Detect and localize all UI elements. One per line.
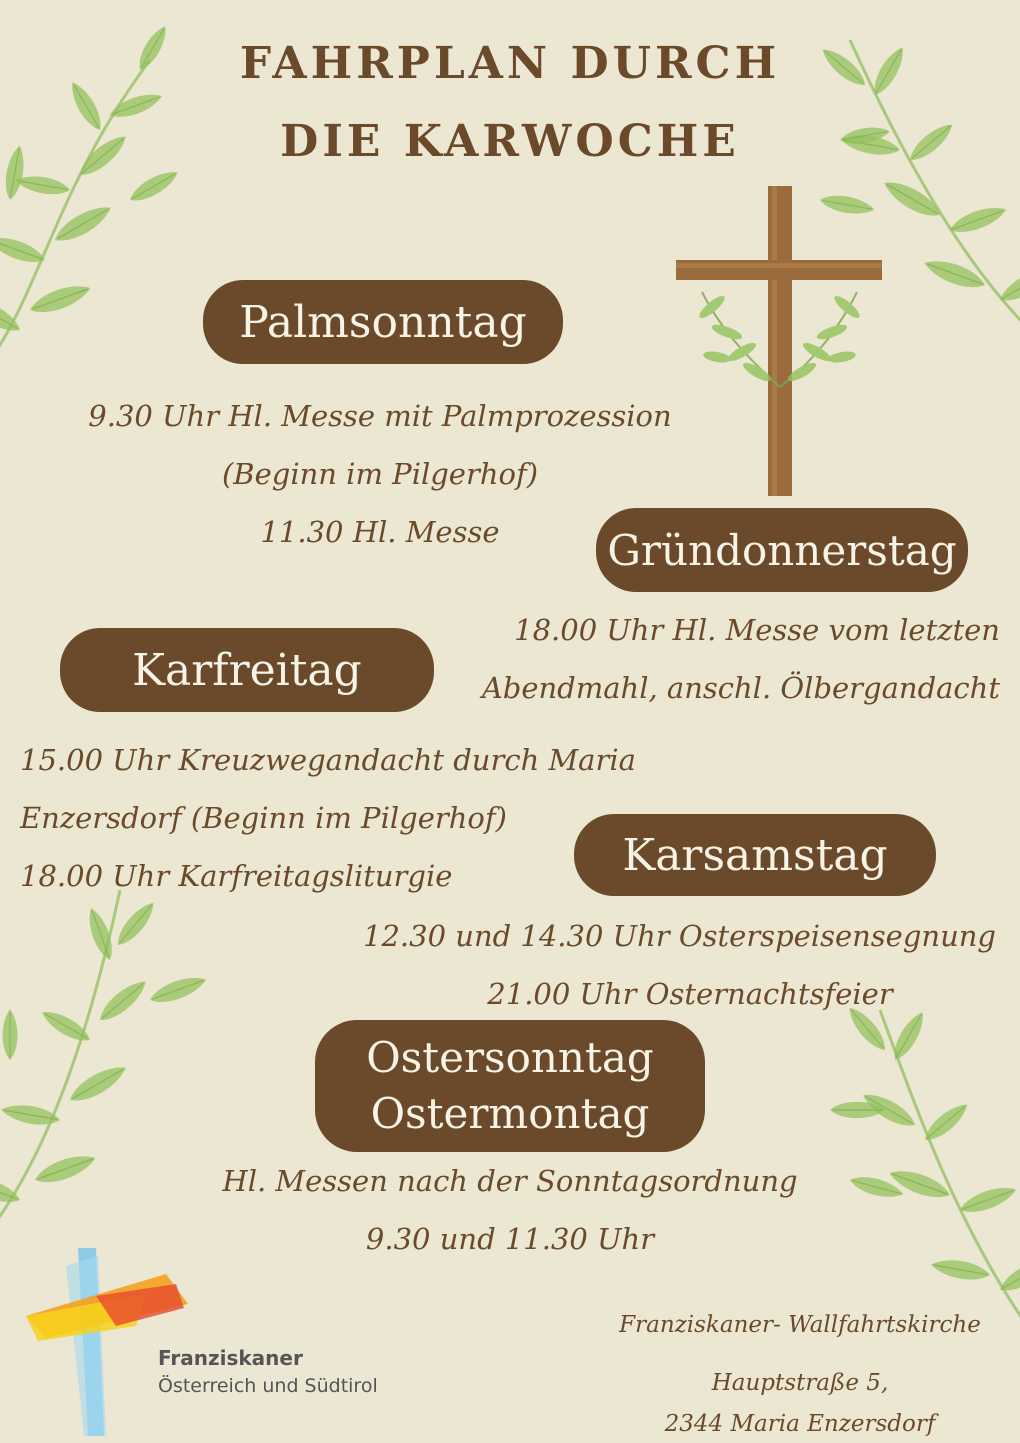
franziskaner-logo-icon: [26, 1246, 196, 1436]
gruendonnerstag-line-1: 18.00 Uhr Hl. Messe vom letzten: [514, 613, 1000, 647]
logo-name: Franziskaner: [158, 1346, 303, 1370]
day-badge-karsamstag: Karsamstag: [574, 814, 936, 896]
karfreitag-line-3: 18.00 Uhr Karfreitagsliturgie: [20, 859, 453, 893]
day-badge-palmsonntag: Palmsonntag: [203, 280, 563, 364]
address-line-3: 2344 Maria Enzersdorf: [664, 1411, 936, 1437]
address-line-1: Franziskaner- Wallfahrtskirche: [619, 1312, 981, 1338]
day-badge-gruendonnerstag: Gründonnerstag: [596, 508, 968, 592]
karfreitag-line-1: 15.00 Uhr Kreuzwegandacht durch Maria: [20, 743, 636, 777]
page-title-line1: FAHRPLAN DURCH: [239, 38, 781, 89]
ostern-label-line1: Ostersonntag: [366, 1033, 654, 1082]
gruendonnerstag-line-2: Abendmahl, anschl. Ölbergandacht: [481, 671, 1000, 705]
ostern-label-line2: Ostermontag: [370, 1089, 650, 1138]
page-title-line2: DIE KARWOCHE: [280, 116, 740, 167]
palmsonntag-line-2: (Beginn im Pilgerhof): [221, 457, 539, 491]
day-badge-ostern: [315, 1020, 705, 1152]
palmsonntag-line-1: 9.30 Uhr Hl. Messe mit Palmprozession: [88, 399, 672, 433]
address-line-2: Hauptstraße 5,: [711, 1370, 889, 1396]
karsamstag-line-2: 21.00 Uhr Osternachtsfeier: [487, 977, 893, 1011]
ostern-line-2: 9.30 und 11.30 Uhr: [365, 1222, 655, 1256]
day-badge-karfreitag: Karfreitag: [60, 628, 434, 712]
ostern-line-1: Hl. Messen nach der Sonntagsordnung: [222, 1164, 798, 1198]
cross-icon: [672, 182, 886, 500]
palmsonntag-line-3: 11.30 Hl. Messe: [260, 515, 500, 549]
logo-subtitle: Österreich und Südtirol: [158, 1375, 378, 1397]
karsamstag-line-1: 12.30 und 14.30 Uhr Osterspeisensegnung: [363, 919, 996, 953]
karfreitag-line-2: Enzersdorf (Beginn im Pilgerhof): [20, 801, 507, 835]
